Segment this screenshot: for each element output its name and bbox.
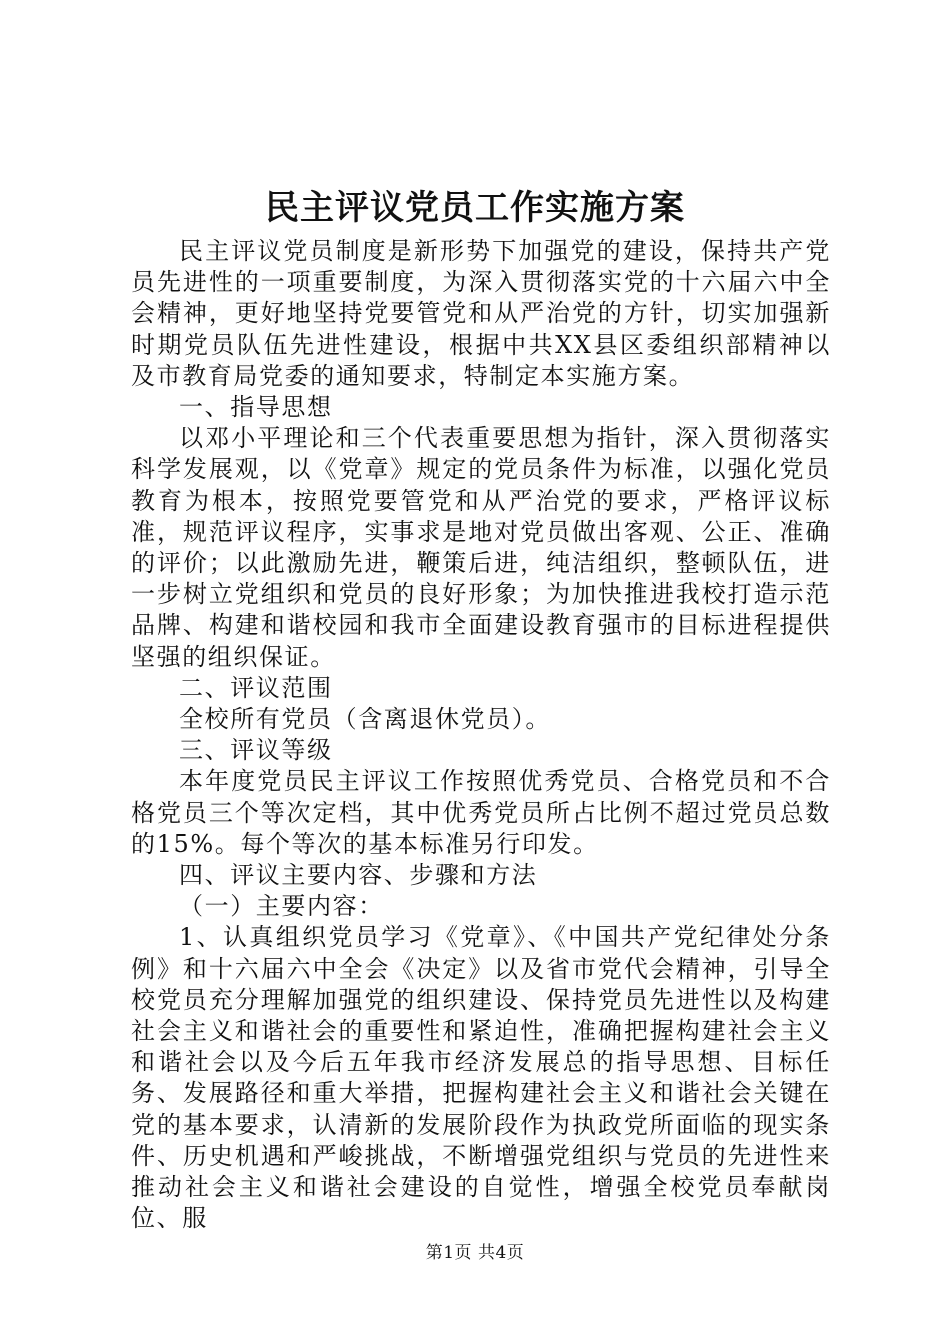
subsection-heading-main-content: （一）主要内容：: [179, 892, 384, 921]
grades-paragraph: 本年度党员民主评议工作按照优秀党员、合格党员和不合格党员三个等次定档，其中优秀党员所占比例不超过党员总数的15%。每个等次的基本标准另行印发。: [131, 767, 831, 858]
scope-paragraph: 全校所有党员（含离退休党员）。: [179, 705, 551, 734]
section-heading-scope: 二、评议范围: [179, 673, 333, 702]
section-heading-grades: 三、评议等级: [179, 736, 333, 765]
main-content-item-1: 1、认真组织党员学习《党章》、《中国共产党纪律处分条例》和十六届六中全会《决定》以及省市党代会精神，引导全校党员充分理解加强党的组织建设、保持党员先进性以及构建社会主义和谐社会的重要性和紧迫性，准确把握构建社会主义和谐社会以及今后五年我市经济发展总的指导思想、目标任务、发展路径和重大举措，把握构建社会主义和谐社会关键在党的基本要求，认清新的发展阶段作为执政党所面临的现实条件、历史机遇和严峻挑战，不断增强党组织与党员的先进性来推动社会主义和谐社会建设的自觉性，增强全校党员奉献岗位、服: [131, 923, 831, 1233]
section-heading-content-steps: 四、评议主要内容、步骤和方法: [179, 861, 538, 890]
intro-paragraph: 民主评议党员制度是新形势下加强党的建设，保持共产党员先进性的一项重要制度，为深入贯彻落实党的十六届六中全会精神，更好地坚持党要管党和从严治党的方针，切实加强新时期党员队伍先进性建设，根据中共XX县区委组织部精神以及市教育局党委的通知要求，特制定本实施方案。: [131, 237, 831, 390]
section-heading-guiding-thought: 一、指导思想: [179, 393, 333, 422]
guiding-thought-paragraph: 以邓小平理论和三个代表重要思想为指针，深入贯彻落实科学发展观，以《党章》规定的党员条件为标准，以强化党员教育为根本，按照党要管党和从严治党的要求，严格评议标准，规范评议程序，实事求是地对党员做出客观、公正、准确的评价；以此激励先进，鞭策后进，纯洁组织，整顿队伍，进一步树立党组织和党员的良好形象；为加快推进我校打造示范品牌、构建和谐校园和我市全面建设教育强市的目标进程提供坚强的组织保证。: [131, 424, 831, 671]
document-title: 民主评议党员工作实施方案: [265, 188, 685, 228]
document-body: [131, 236, 831, 1235]
page-number-footer: 第1页 共4页: [425, 1243, 525, 1263]
